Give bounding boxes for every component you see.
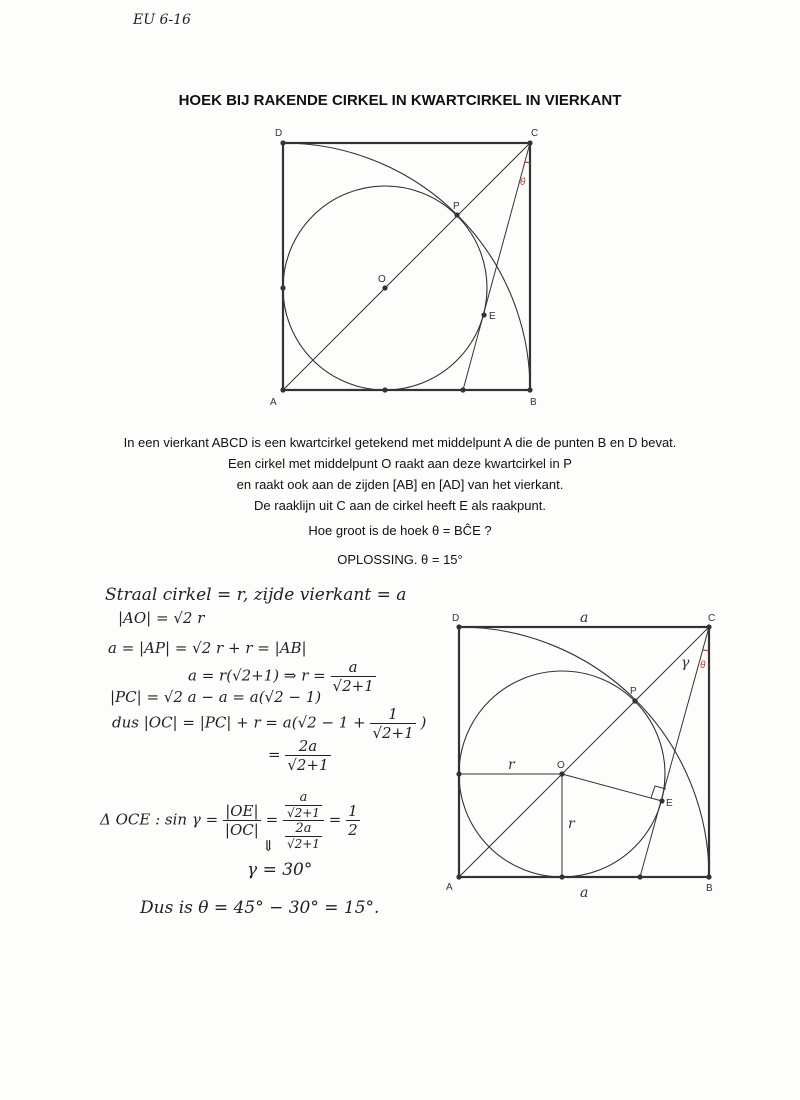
top-label-a: A <box>270 397 277 408</box>
top-label-o: O <box>378 274 386 285</box>
bottom-label-radius-h: r <box>508 757 515 773</box>
bottom-label-gamma: γ <box>681 655 690 671</box>
top-label-b: B <box>530 397 537 408</box>
hw-line-8-eq2: = <box>328 810 342 829</box>
top-label-p: P <box>453 201 460 212</box>
bottom-label-theta: θ <box>700 660 706 671</box>
hw-line-4-text: a = r(√2+1) ⇒ r = <box>188 666 326 685</box>
top-label-theta: θ <box>520 177 526 188</box>
bottom-label-a: A <box>446 882 453 893</box>
top-point-c <box>527 140 532 145</box>
page-title: HOEK BIJ RAKENDE CIRKEL IN KWARTCIRKEL IN VIERKANT <box>178 92 622 109</box>
hw-line-4-den: √2+1 <box>332 677 374 695</box>
hw-line-8-n2: √2+1 <box>286 806 320 820</box>
hw-line-8-complex-den <box>283 821 324 851</box>
bottom-label-side-bottom: a <box>580 885 589 901</box>
top-label-d: D <box>275 128 283 139</box>
hw-line-7-fraction <box>285 737 330 774</box>
bottom-point-b <box>706 874 711 879</box>
bottom-angle-arc <box>703 650 709 651</box>
hw-line-8-n1: a <box>285 790 322 806</box>
header-code: EU 6-16 <box>133 12 191 28</box>
bottom-tangent-ab <box>559 874 564 879</box>
hw-line-8-half <box>346 802 360 839</box>
top-point-o <box>382 285 387 290</box>
top-tangent-ab <box>382 387 387 392</box>
bottom-tangent-line <box>640 627 709 877</box>
bottom-point-f <box>637 874 642 879</box>
bottom-label-side-top: a <box>580 610 589 626</box>
top-point-a <box>280 387 285 392</box>
top-figure <box>280 140 532 392</box>
top-point-f <box>460 387 465 392</box>
bottom-radius-oe <box>562 774 662 801</box>
hw-line-2: |AO| = √2 r <box>118 609 205 627</box>
bottom-label-radius-v: r <box>568 816 575 832</box>
problem-solution: OPLOSSING. θ = 15° <box>337 552 463 567</box>
top-tangent-ad <box>280 285 285 290</box>
hw-line-5: |PC| = √2 a − a = a(√2 − 1) <box>110 688 322 706</box>
problem-line-4: De raaklijn uit C aan de cirkel heeft E als raakpunt. <box>254 498 546 513</box>
bottom-label-o: O <box>557 760 565 771</box>
hw-line-4-fraction <box>331 658 376 695</box>
hw-line-8-inner-top <box>285 790 322 820</box>
hw-line-8-d1: 2a <box>285 821 322 837</box>
bottom-diagonal <box>459 627 709 877</box>
hw-line-7 <box>268 737 331 774</box>
hw-line-6-num: 1 <box>370 705 415 724</box>
hw-line-8-d2: √2+1 <box>286 837 320 851</box>
hw-line-10: Dus is θ = 45° − 30° = 15°. <box>140 898 380 918</box>
top-label-c: C <box>531 128 539 139</box>
problem-question: Hoe groot is de hoek θ = BĈE ? <box>308 523 492 538</box>
top-label-e: E <box>489 311 496 322</box>
hw-line-4-num: a <box>331 658 376 677</box>
hw-line-8-den: |OC| <box>224 821 259 839</box>
bottom-label-d: D <box>452 613 460 624</box>
hw-line-8-half-num: 1 <box>348 802 358 820</box>
bottom-point-a <box>456 874 461 879</box>
problem-line-1: In een vierkant ABCD is een kwartcirkel getekend met middelpunt A die de punten B en D bevat. <box>123 435 677 450</box>
hw-line-8-label: Δ OCE : sin γ = <box>100 810 219 829</box>
hw-line-8-fraction <box>223 802 261 839</box>
bottom-point-o <box>559 771 564 776</box>
hw-line-8-num: |OE| <box>223 802 261 821</box>
hw-line-6-den: √2+1 <box>372 724 414 742</box>
hw-arrow: ⇓ <box>262 837 275 855</box>
hw-line-6-fraction <box>370 705 415 742</box>
bottom-tangent-ad <box>456 771 461 776</box>
top-point-e <box>481 312 486 317</box>
hw-line-8-inner-bottom <box>285 821 322 851</box>
hw-line-1: Straal cirkel = r, zijde vierkant = a <box>105 585 407 605</box>
top-point-b <box>527 387 532 392</box>
hw-line-7-den: √2+1 <box>287 756 329 774</box>
top-angle-arc <box>525 162 530 163</box>
bottom-point-d <box>456 624 461 629</box>
hw-line-6-close: ) <box>420 713 427 732</box>
hw-line-8 <box>100 790 360 851</box>
hw-line-7-eq: = <box>268 745 281 764</box>
bottom-label-c: C <box>708 613 716 624</box>
hw-line-3: a = |AP| = √2 r + r = |AB| <box>108 639 307 657</box>
hw-line-8-eq: = <box>265 810 279 829</box>
problem-line-3: en raakt ook aan de zijden [AB] en [AD] van het vierkant. <box>236 477 564 492</box>
bottom-label-p: P <box>630 686 637 697</box>
bottom-label-b: B <box>706 883 713 894</box>
hw-line-8-half-den: 2 <box>348 821 358 839</box>
top-point-d <box>280 140 285 145</box>
hw-line-9: γ = 30° <box>247 860 313 880</box>
problem-statement <box>0 432 800 516</box>
bottom-label-e: E <box>666 798 673 809</box>
hw-line-6-text: dus |OC| = |PC| + r = a(√2 − 1 + <box>112 713 366 732</box>
hw-line-7-num: 2a <box>285 737 330 756</box>
problem-line-2: Een cirkel met middelpunt O raakt aan deze kwartcirkel in P <box>228 456 572 471</box>
hw-line-8-complex-fraction <box>283 790 324 851</box>
bottom-point-c <box>706 624 711 629</box>
bottom-point-p <box>632 698 637 703</box>
bottom-point-e <box>659 798 664 803</box>
bottom-figure <box>456 624 711 879</box>
top-diagonal <box>283 143 530 390</box>
top-point-p <box>454 212 459 217</box>
hw-line-8-complex-num <box>283 790 324 821</box>
